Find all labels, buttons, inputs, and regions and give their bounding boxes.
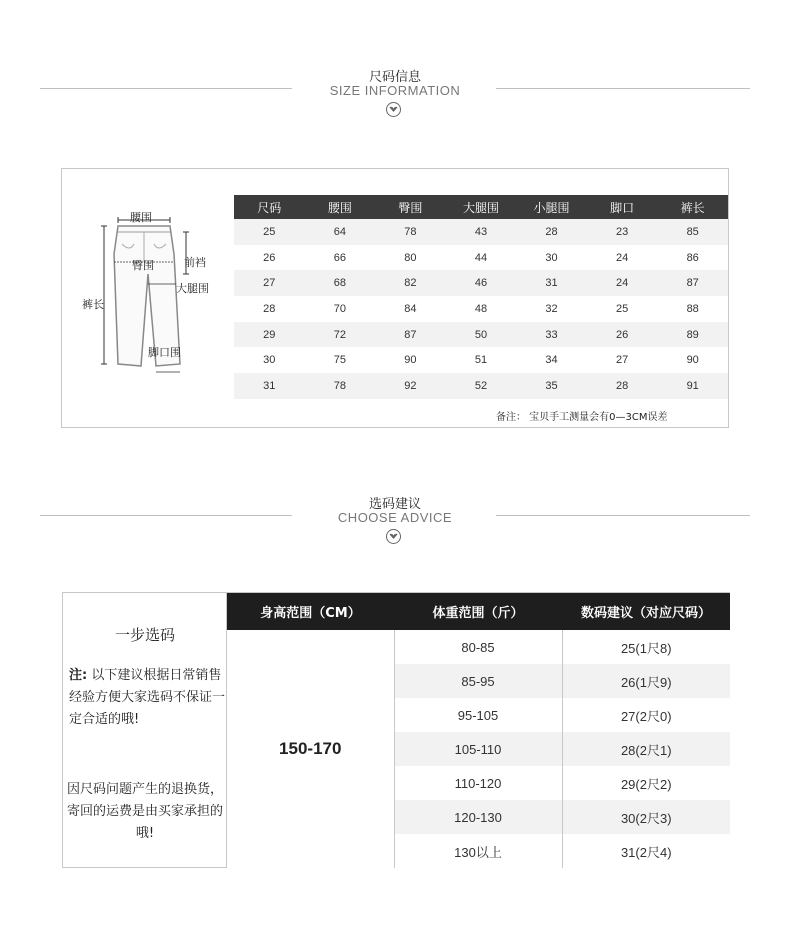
table-cell: 78 [375,219,446,245]
leg-opening-label: 脚口围 [148,346,181,359]
weight-cell: 130以上 [394,834,562,868]
size-info-header [0,66,790,126]
advice-note-label: 注: [69,668,88,683]
weight-cell: 80-85 [394,630,562,664]
table-cell: 87 [375,322,446,348]
exchange-note: 因尺码问题产生的退换货，寄回的运费是由买家承担的哦! [66,782,223,841]
table-cell: 91 [657,373,728,399]
leg-opening-col-header: 脚口 [587,195,658,219]
waist-label: 腰围 [130,211,152,224]
size-table-header [234,195,728,219]
thigh-col-header: 大腿围 [446,195,517,219]
table-row [234,322,728,348]
length-col-header: 裤长 [657,195,728,219]
table-cell: 51 [446,347,517,373]
thigh-label: 大腿围 [176,282,209,295]
table-cell: 52 [446,373,517,399]
table-row [234,373,728,399]
size-info-panel [61,168,729,428]
table-cell: 46 [446,270,517,296]
table-cell: 89 [657,322,728,348]
table-cell: 23 [587,219,658,245]
size-table [234,195,728,399]
table-cell: 33 [516,322,587,348]
advice-table-header [227,593,730,630]
table-row [234,296,728,322]
height-range-cell: 150-170 [227,630,394,868]
hip-label: 臀围 [132,259,154,272]
table-cell: 85 [657,219,728,245]
table-row [227,630,730,664]
size-advice-cell: 27(2尺0) [562,698,730,732]
size-col-header: 尺码 [234,195,305,219]
size-advice-cell: 28(2尺1) [562,732,730,766]
advice-note-text: 以下建议根据日常销售经验方便大家选码不保证一定合适的哦! [69,668,226,727]
table-cell: 28 [587,373,658,399]
table-cell: 72 [305,322,376,348]
advice-left-panel [63,593,227,867]
calf-col-header: 小腿围 [516,195,587,219]
table-cell: 35 [516,373,587,399]
size-advice-cell: 31(2尺4) [562,834,730,868]
table-cell: 87 [657,270,728,296]
advice-left-title: 一步选码 [114,626,175,644]
table-cell: 30 [234,347,305,373]
size-info-title-cn: 尺码信息 [368,70,421,85]
weight-cell: 120-130 [394,800,562,834]
table-cell: 64 [305,219,376,245]
table-cell: 26 [587,322,658,348]
advice-note [69,665,225,731]
hip-col-header: 臀围 [375,195,446,219]
table-cell: 80 [375,245,446,271]
table-cell: 27 [587,347,658,373]
table-cell: 28 [234,296,305,322]
table-cell: 24 [587,270,658,296]
weight-cell: 95-105 [394,698,562,732]
table-cell: 34 [516,347,587,373]
table-cell: 90 [657,347,728,373]
table-cell: 70 [305,296,376,322]
choose-advice-panel [62,592,730,868]
size-advice-cell: 30(2尺3) [562,800,730,834]
table-cell: 75 [305,347,376,373]
chevron-down-icon [386,102,401,117]
table-cell: 27 [234,270,305,296]
size-info-title-en: SIZE INFORMATION [329,83,461,98]
chevron-down-icon [386,529,401,544]
table-cell: 44 [446,245,517,271]
table-cell: 50 [446,322,517,348]
table-row [234,347,728,373]
choose-advice-header [0,493,790,553]
table-cell: 48 [446,296,517,322]
size-advice-cell: 26(1尺9) [562,664,730,698]
table-cell: 84 [375,296,446,322]
table-cell: 78 [305,373,376,399]
table-cell: 28 [516,219,587,245]
weight-cell: 105-110 [394,732,562,766]
table-cell: 24 [587,245,658,271]
length-label: 裤长 [82,298,104,311]
choose-advice-title-cn: 选码建议 [368,497,421,512]
table-cell: 82 [375,270,446,296]
table-row [234,219,728,245]
choose-advice-title-en: CHOOSE ADVICE [337,510,453,525]
table-cell: 86 [657,245,728,271]
table-cell: 31 [234,373,305,399]
table-cell: 90 [375,347,446,373]
pants-diagram [78,211,218,379]
weight-range-col-header: 体重范围（斤） [394,593,562,630]
table-cell: 68 [305,270,376,296]
table-cell: 30 [516,245,587,271]
size-advice-cell: 25(1尺8) [562,630,730,664]
table-row [234,270,728,296]
table-cell: 43 [446,219,517,245]
table-cell: 29 [234,322,305,348]
waist-col-header: 腰围 [305,195,376,219]
front-rise-label: 前裆 [184,256,206,269]
table-cell: 25 [587,296,658,322]
height-range-col-header: 身高范围（CM） [227,593,394,630]
size-advice-col-header: 数码建议（对应尺码） [562,593,730,630]
weight-cell: 110-120 [394,766,562,800]
table-row [234,245,728,271]
table-cell: 26 [234,245,305,271]
table-cell: 32 [516,296,587,322]
table-cell: 92 [375,373,446,399]
measurement-note: 备注： 宝贝手工测量会有0—3CM误差 [496,412,668,423]
size-advice-cell: 29(2尺2) [562,766,730,800]
table-cell: 88 [657,296,728,322]
table-cell: 31 [516,270,587,296]
advice-table [227,593,730,868]
table-cell: 66 [305,245,376,271]
table-cell: 25 [234,219,305,245]
weight-cell: 85-95 [394,664,562,698]
